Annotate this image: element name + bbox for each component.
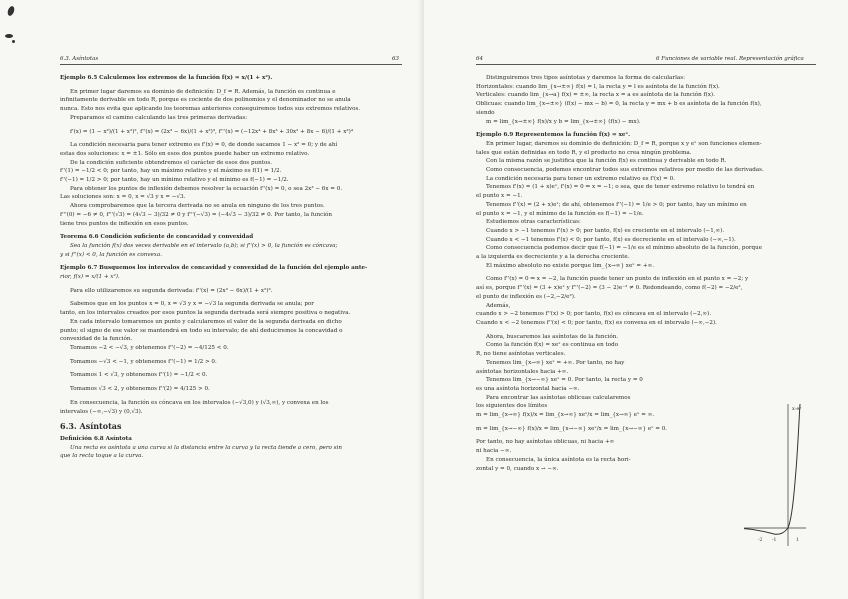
- text-line: que la recta toque a la curva.: [60, 453, 144, 460]
- text-line: Ahora comprobaremos que la tercera derivada no se anula en ninguno de los tres puntos.: [70, 203, 325, 210]
- text-line: Tomamos −2 < −√3, y obtenemos f''(−2) = −4/125 < 0.: [70, 344, 229, 351]
- text-line: punto; el signo de ese valor se mantendrá en todo su intervalo; de ahí deduciremos la concavidad o: [60, 327, 343, 334]
- text-line: Para obtener los puntos de inflexión debemos resolver la ecuación f''(x) = 0, o sea 2x³ − 6x = 0.: [70, 185, 343, 192]
- text-line: Tomamos √3 < 2, y obtenemos f''(2) = 4/125 > 0.: [70, 386, 210, 393]
- text-line: Tenemos lim_{x→∞} xeˣ = +∞. Por tanto, no hay: [486, 359, 625, 366]
- right-running-header: 6 Funciones de variable real. Representación gráfica: [656, 56, 804, 62]
- text-line: Sea la función f(x) dos veces derivable en el intervalo (a,b); si f''(x) > 0, la función es cóncava;: [70, 242, 338, 249]
- text-line: zontal y = 0, cuando x → −∞.: [476, 465, 559, 472]
- text-line: Por tanto, no hay asíntotas oblicuas, ni hacia +∞: [476, 439, 615, 446]
- text-line: Tenemos f'(x) = (1 + x)eˣ, f'(x) = 0 ⇒ x = −1; o sea, que de tener extremo relativo lo tendrá en: [486, 184, 755, 191]
- text-line: En primer lugar, daremos su dominio de definición: D_f = R, porque x y eˣ son funciones elemen-: [486, 140, 762, 147]
- text-line: tiene tres puntos de inflexión en esos puntos.: [60, 220, 189, 227]
- text-line: nunca. Esto nos evita que aplicando los teoremas anteriores conseguiremos todos sus extremos relativos.: [60, 106, 361, 113]
- left-running-header: 6.3. Asíntotas: [60, 56, 99, 62]
- text-line: ni hacia −∞.: [476, 448, 512, 455]
- scan-smudge: [12, 40, 15, 43]
- text-line: así es, porque f'''(x) = (3 + x)eˣ y f'''(−2) = (3 − 2)e⁻² ≠ 0. Redondeando, como f(−2) = −2/e²,: [476, 285, 743, 292]
- text-line: m = lim_{x→−∞} f(x)/x = lim_{x→−∞} xeˣ/x = lim_{x→−∞} eˣ = 0.: [476, 425, 668, 432]
- text-line: Como la función f(x) = xeˣ es continua en todo: [486, 342, 619, 349]
- text-line: convexidad de la función.: [60, 336, 133, 343]
- text-line: Tomamos −√3 < −1, y obtenemos f''(−1) = 1/2 > 0.: [70, 358, 217, 365]
- text-line: En consecuencia, la función es cóncava en los intervalos (−√3,0) y (√3,∞), y convexa en los: [70, 399, 329, 406]
- graph-tick-label: -2: [758, 538, 763, 543]
- text-line: R, no tiene asíntotas verticales.: [476, 351, 566, 358]
- text-line: Además,: [486, 302, 511, 309]
- text-line: Para encontrar las asíntotas oblicuas calcularemos: [486, 394, 631, 401]
- text-line: Una recta es asíntota a una curva si la distancia entre la curva y la recta tiende a cero, pero sin: [70, 444, 342, 451]
- text-line: Distinguiremos tres tipos asíntotas y daremos la forma de calcularlas:: [486, 75, 685, 81]
- text-line: f''(−1) = 1/2 > 0; por tanto, hay un mínimo relativo y el mínimo es f(−1) = −1/2.: [60, 177, 289, 184]
- scan-smudge: [5, 34, 13, 38]
- text-line: Tenemos f''(x) = (2 + x)eˣ; de ahí, obtenemos f''(−1) = 1/e > 0; por tanto, hay un mínimo en: [486, 201, 747, 208]
- right-page-number: 64: [476, 56, 483, 62]
- text-line: En cada intervalo tomaremos un punto y calcularemos el valor de la segunda derivada en dicho: [70, 318, 342, 325]
- text-line: y si f''(x) < 0, la función es convexa.: [60, 251, 163, 258]
- text-line: En primer lugar daremos su dominio de definición: D_f = R. Además, la función es continua e: [70, 88, 336, 95]
- graph-tick-label: 1: [796, 538, 799, 543]
- left-page-text: [60, 74, 405, 461]
- text-line: tales que están definidas en todo R, y el producto no crea ningún problema.: [476, 149, 692, 156]
- text-line: infinitamente derivable en todo R, porque es cociente de dos polinomios y el denominador no se anula: [60, 97, 351, 104]
- text-line: estas dos soluciones: x = ±1. Sólo en esos dos puntos puede haber un extremo relativo.: [60, 150, 310, 157]
- text-line: Tomamos 1 < √3, y obtenemos f''(1) = −1/2 < 0.: [70, 372, 208, 379]
- text-line: f'(x) = (1 − x²)/(1 + x²)², f''(x) = (2x³ − 6x)/(1 + x²)³, f'''(x) = (−12x⁴ + 8x³ + 30x² + 8x − 6)/(1 + x²)⁴: [70, 128, 354, 135]
- function-graph: [744, 400, 806, 550]
- text-line: El máximo absoluto no existe porque lim_{x→∞} xeˣ = +∞.: [486, 262, 655, 269]
- text-line: La condición necesaria para tener extremo es f'(x) = 0, de donde sacamos 1 − x² = 0; y de ahí: [70, 142, 338, 149]
- text-line: Para ello utilizaremos su segunda derivada: f''(x) = (2x³ − 6x)/(1 + x²)³.: [70, 287, 273, 294]
- text-line: Tenemos lim_{x→−∞} xeˣ = 0. Por tanto, la recta y = 0: [486, 377, 643, 384]
- graph-tick-label: -1: [772, 538, 777, 543]
- text-line: Horizontales: cuando lim_{x→±∞} f(x) = l, la recta y = l es asíntota de la función f(x).: [476, 83, 720, 90]
- left-page-number: 63: [392, 56, 399, 62]
- text-line: es una asíntota horizontal hacia −∞.: [476, 385, 580, 392]
- text-line: f''(1) = −1/2 < 0; por tanto, hay un máximo relativo y el máximo es f(1) = 1/2.: [60, 168, 282, 175]
- text-line: intervalos (−∞,−√3) y (0,√3).: [60, 408, 143, 415]
- left-header-rule: [60, 64, 402, 65]
- text-line: Con la misma razón se justifica que la función f(x) es continua y derivable en todo R.: [486, 158, 727, 165]
- text-line: Estudiemos otras características:: [486, 219, 581, 226]
- text-line: m = lim_{x→±∞} f(x)/x y b = lim_{x→±∞} (f(x) − mx).: [486, 118, 641, 125]
- text-line: Las soluciones son: x = 0, x = √3 y x = −√3.: [60, 194, 186, 201]
- text-line: siendo: [476, 109, 495, 116]
- text-line: Como f''(x) = 0 ⇒ x = −2, la función puede tener un punto de inflexión en el punto x = −2; y: [486, 276, 749, 283]
- text-line: a la izquierda es decreciente y a la derecha creciente.: [476, 254, 630, 261]
- text-line: el punto de inflexión es (−2,−2/e²).: [476, 293, 576, 300]
- right-header-rule: [476, 64, 816, 65]
- text-line: La condición necesaria para tener un extremo relativo es f'(x) = 0.: [486, 175, 675, 182]
- text-line: 6.3. Asíntotas: [60, 422, 122, 431]
- text-line: De la condición suficiente obtendremos el carácter de esos dos puntos.: [70, 159, 273, 166]
- text-line: Cuando x < −2 tenemos f''(x) < 0; por tanto, f(x) es convexa en el intervalo (−∞,−2).: [476, 319, 717, 326]
- text-line: En consecuencia, la única asíntota es la recta hori-: [486, 456, 631, 463]
- text-line: los siguientes dos límites: [476, 403, 548, 410]
- text-line: Ejemplo 6.9 Representemos la función f(x) = xeˣ.: [476, 132, 631, 139]
- text-line: Cuando x < −1 tenemos f'(x) < 0; por tanto, f(x) es decreciente en el intervalo (−∞,−1).: [486, 236, 736, 243]
- graph-curve: [744, 404, 800, 534]
- text-line: tanto, en los intervalos creados por esos puntos la segunda derivada será siempre positiva o negativa.: [60, 310, 351, 317]
- text-line: f'''(0) = −6 ≠ 0, f'''(√3) = (4√3 − 3)/32 ≠ 0 y f'''(−√3) = (−4√3 − 3)/32 ≠ 0. Por tanto, la función: [60, 211, 333, 218]
- text-line: Como consecuencia podemos decir que f(−1) = −1/e es el mínimo absoluto de la función, porque: [486, 245, 763, 252]
- text-line: asíntotas horizontales hacia +∞.: [476, 368, 569, 375]
- text-line: Ahora, buscaremos las asíntotas de la función.: [486, 333, 619, 340]
- text-line: m = lim_{x→∞} f(x)/x = lim_{x→∞} xeˣ/x = lim_{x→∞} eˣ = ∞.: [476, 412, 655, 419]
- text-line: Cuando x > −1 tenemos f'(x) > 0; por tanto, f(x) es creciente en el intervalo (−1,∞).: [486, 227, 725, 234]
- text-line: el punto x = −1, y el mínimo de la función es f(−1) = −1/e.: [476, 210, 644, 217]
- text-line: Ejemplo 6.5 Calculemos los extremos de la función f(x) = x/(1 + x²).: [60, 75, 273, 81]
- text-line: Sabemos que en los puntos x = 0, x = √3 y x = −√3 la segunda derivada se anula; por: [70, 301, 314, 308]
- text-line: rior, f(x) = x/(1 + x²).: [60, 274, 120, 281]
- text-line: cuando x > −2 tenemos f''(x) > 0; por tanto, f(x) es cóncava en el intervalo (−2,∞).: [476, 311, 712, 318]
- text-line: Verticales: cuando lim_{x→a} f(x) = ±∞, la recta x = a es asíntota de la función f(x).: [476, 92, 715, 99]
- text-line: Como consecuencia, podemos encontrar todos sus extremos relativos por medio de las derivadas.: [486, 167, 764, 174]
- text-line: Preparamos el camino calculando las tres primeras derivadas:: [70, 114, 248, 121]
- text-line: el punto x = −1.: [476, 193, 523, 200]
- text-line: Definición 6.8 Asíntota: [60, 435, 132, 442]
- text-line: Teorema 6.6 Condición suficiente de concavidad y convexidad: [60, 234, 254, 241]
- graph-curve-label: x·eˣ: [792, 406, 802, 412]
- text-line: Ejemplo 6.7 Busquemos los intervalos de concavidad y convexidad de la función del ejemplo ante-: [60, 265, 368, 272]
- text-line: Oblicuas: cuando lim_{x→±∞} (f(x) − mx − b) = 0, la recta y = mx + b es asíntota de la función f(x),: [476, 101, 762, 108]
